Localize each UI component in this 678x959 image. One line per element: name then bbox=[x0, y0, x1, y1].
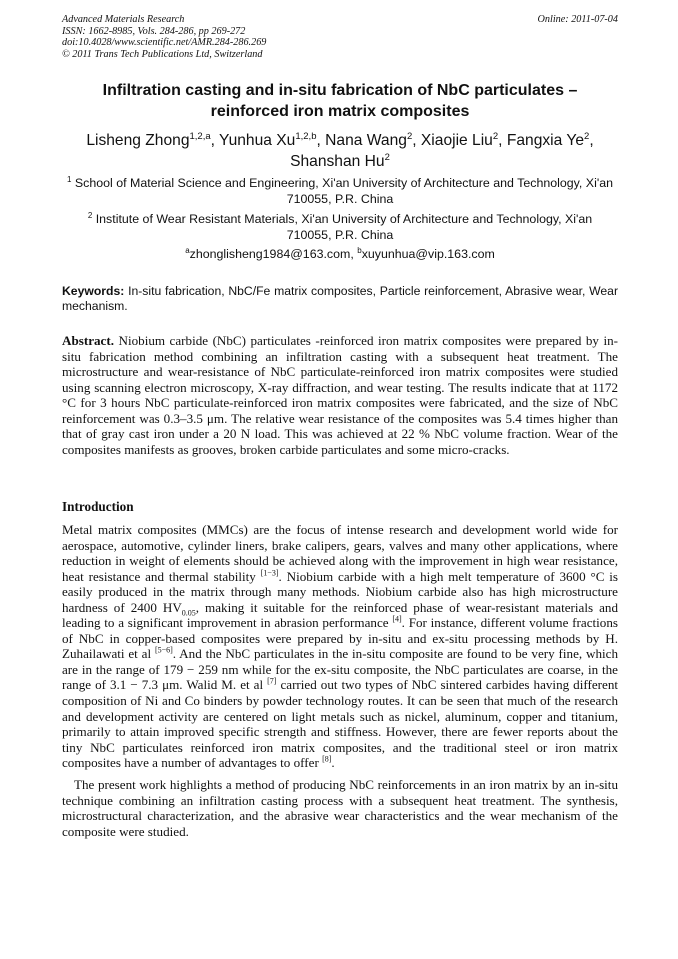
keywords bbox=[62, 284, 618, 315]
paper-title bbox=[62, 80, 618, 122]
affiliation-text: Institute of Wear Resistant Materials, Xi'an University of Architecture and Technology, Xi'an bbox=[95, 212, 593, 226]
journal-name: Advanced Materials Research bbox=[62, 14, 185, 25]
affiliation-marker: 2 bbox=[87, 210, 93, 220]
author-name: Nana Wang bbox=[325, 132, 407, 149]
author-affiliation-marker: 2 bbox=[492, 130, 499, 142]
email-marker: b bbox=[357, 245, 362, 255]
citation: [1−3] bbox=[260, 568, 279, 578]
paragraph-text: . And the NbC particulates in the in-situ composite are found to be very fine, which are in the range of 179 − 259 nm while for the ex-situ composite, the NbC particulates are coarse, in the range of 3.1 − 7.3 μm. Walid M. et al bbox=[62, 646, 618, 693]
email-marker: a bbox=[185, 245, 190, 255]
subscript: 0.05 bbox=[181, 608, 196, 618]
affiliation-text: School of Material Science and Engineering, Xi'an University of Architecture and Technology, Xi'an bbox=[74, 176, 613, 190]
section-heading-introduction: Introduction bbox=[62, 499, 134, 514]
email-address: xuyunhua@vip.163.com bbox=[361, 247, 495, 261]
affiliation-text: 710055, P.R. China bbox=[286, 227, 394, 242]
citation: [5−6] bbox=[154, 646, 173, 656]
abstract-label: Abstract. bbox=[62, 333, 114, 348]
paragraph-text: . For instance, different volume fractions of NbC in copper-based composites were prepared by in-situ and ex-situ processing methods by H. Zuhailawati et al bbox=[62, 615, 618, 662]
paragraph-text: , making it suitable for the reinforced phase of wear-resistant materials and leading to a significant improvement in abrasion performance bbox=[62, 599, 618, 631]
affiliation-text: 710055, P.R. China bbox=[286, 191, 394, 206]
journal-header bbox=[62, 14, 618, 60]
author-name: Fangxia Ye bbox=[506, 132, 585, 149]
paragraph-text: . Niobium carbide with a high melt temperature of 3600 °C is easily produced in the matrix through many methods. Niobium carbide also has high microstructure hardness of 2400 HV bbox=[62, 568, 619, 615]
journal-issn: ISSN: 1662-8985, Vols. 284-286, pp 269-272 bbox=[62, 25, 246, 37]
email-address: zhonglisheng1984@163.com bbox=[189, 247, 351, 261]
paragraph-text: Metal matrix composites (MMCs) are the focus of intense research and development world wide for aerospace, automotive, cylinder liners, brake calipers, gears, valves and many other applications, where reduction in weight of elements should be achieved along with the improvement in high wear resistance, heat resistance and thermal stability bbox=[62, 522, 618, 584]
citation: [4] bbox=[392, 614, 402, 624]
author-affiliation-marker: 2 bbox=[406, 130, 413, 142]
author-list: Lisheng Zhong$^{1,2,a}$, Yunhua Xu$^{1,2,b}$, Nana Wang$^2$, Xiaojie Liu$^2$, Fangxia Ye$^2$, Shanshan Hu$^2$ bbox=[86, 130, 594, 170]
citation: [7] bbox=[267, 677, 277, 687]
author-name: Yunhua Xu bbox=[219, 132, 296, 149]
keywords-label: Keywords: bbox=[62, 284, 125, 298]
author-affiliation-marker: 2 bbox=[584, 130, 590, 142]
abstract bbox=[62, 333, 618, 457]
paragraph-text: . bbox=[331, 755, 335, 771]
introduction-paragraph-2: The present work highlights a method of producing NbC reinforcements in an iron matrix by an in-situ technique combining an infiltration casting process with a subsequent heat treatment. The synthesis, microstructural characterization, and the abrasive wear characteristics and the wear mechanism of the composite were studied. bbox=[62, 777, 618, 839]
author-name: Lisheng Zhong bbox=[86, 132, 190, 149]
keywords-text: In-situ fabrication, NbC/Fe matrix composites, Particle reinforcement, Abrasive wear, Wear mechanism. bbox=[62, 284, 619, 314]
affiliation-2 bbox=[62, 212, 618, 244]
author-emails: $^a$zhonglisheng1984@163.com, $^b$xuyunhua@vip.163.com bbox=[185, 245, 495, 261]
author-name: Shanshan Hu bbox=[290, 153, 385, 170]
citation: [8] bbox=[322, 754, 332, 764]
paper-title-line-2: reinforced iron matrix composites bbox=[210, 103, 470, 120]
author-name: Xiaojie Liu bbox=[420, 132, 493, 149]
author-affiliation-marker: 1,2,b bbox=[295, 130, 317, 142]
affiliation-1 bbox=[62, 176, 618, 208]
author-affiliation-marker: 2 bbox=[384, 151, 390, 163]
paper-title-line-1: Infiltration casting and in-situ fabrication of NbC particulates – bbox=[102, 82, 578, 99]
online-date: Online: 2011-07-04 bbox=[537, 14, 618, 25]
author-affiliation-marker: 1,2,a bbox=[189, 130, 211, 142]
journal-doi: doi:10.4028/www.scientific.net/AMR.284-286.269 bbox=[62, 37, 267, 49]
affiliation-marker: 1 bbox=[67, 174, 72, 184]
paragraph-text: carried out two types of NbC sintered carbides having different composition of Ni and Co binders by powder technology routes. It can be seen that much of the research and development activity are centered on light metals such as nickel, aluminum, copper and titanium, primarily to attain improved specific strength and stiffness. However, there are fewer reports about the tiny NbC particulates reinforced iron matrix composites, and the traditional steel or iron matrix composites have a number of advantages to offer bbox=[62, 677, 619, 771]
journal-copyright: © 2011 Trans Tech Publications Ltd, Switzerland bbox=[62, 48, 263, 60]
introduction-paragraph-1 bbox=[62, 522, 618, 771]
abstract-text: Niobium carbide (NbC) particulates -reinforced iron matrix composites were prepared by in- situ fabrication method combining an infiltration casting with a subsequent heat treatment. The microstructure and wear-resistance of NbC particulate-reinforced iron matrix composites were studied using scanning electron microscopy, X-ray diffraction, and wear testing. The results indicate that at 1172 °C for 3 hours NbC particulate-reinforced iron matrix composites were fabricated, and the size of NbC reinforcement was 0.3–3.5 μm. The relative wear resistance of the composites was 5.4 times higher than that of gray cast iron under a 20 N load. This was achieved at 22 % NbC volume fraction. Wear of the composites manifests as grooves, broken carbide particulates and some micro-cracks. bbox=[62, 333, 618, 457]
